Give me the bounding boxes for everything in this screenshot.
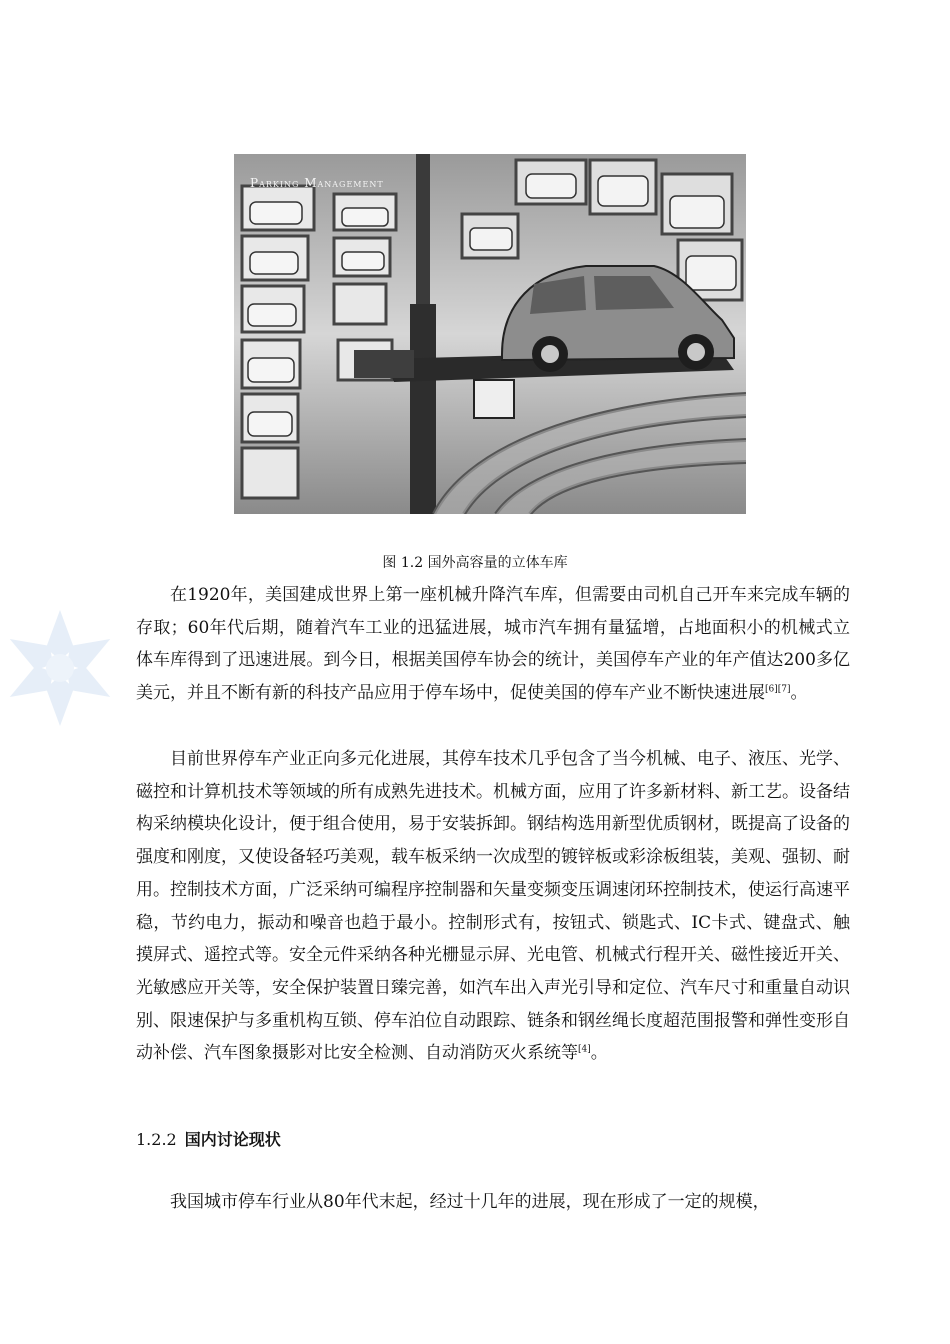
citation: [4] [578, 1044, 591, 1055]
paragraph-2 [136, 743, 850, 1070]
paragraph-1-text: 在1920年，美国建成世界上第一座机械升降汽车库，但需要由司机自己开车来完成车辆的存取；60年代后期，随着汽车工业的迅猛进展，城市汽车拥有量猛增，占地面积小的机械式立体车库得到了迅速进展。到今日，根据美国停车协会的统计，美国停车产业的年产值达200多亿美元，并且不断有新的科技产品应用于停车场中，促使美国的停车产业不断快速进展 [136, 585, 850, 704]
paragraph-1-end: 。 [790, 683, 808, 704]
paragraph-2-end: 。 [590, 1043, 608, 1064]
parking-tower-photo [234, 154, 746, 514]
paragraph-3 [136, 1186, 850, 1219]
paragraph-3-text: 我国城市停车行业从80年代末起，经过十几年的进展，现在形成了一定的规模， [170, 1192, 770, 1212]
paragraph-2-text: 目前世界停车产业正向多元化进展，其停车技术几乎包含了当今机械、电子、液压、光学、磁控和计算机技术等领域的所有成熟先进技术。机械方面，应用了许多新材料、新工艺。设备结构采纳模块化设计，便于组合使用，易于安装拆卸。钢结构选用新型优质钢材，既提高了设备的强度和刚度，又使设备轻巧美观，载车板采纳一次成型的镀锌板或彩涂板组装，美观、强韧、耐用。控制技术方面，广泛采纳可编程序控制器和矢量变频变压调速闭环控制技术，使运行高速平稳，节约电力，振动和噪音也趋于最小。控制形式有，按钮式、锁匙式、IC卡式、键盘式、触摸屏式、遥控式等。安全元件采纳各种光栅显示屏、光电管、机械式行程开关、磁性接近开关、光敏感应开关等，安全保护装置日臻完善，如汽车出入声光引导和定位、汽车尺寸和重量自动识别、限速保护与多重机构互锁、停车泊位自动跟踪、链条和钢丝绳长度超范围报警和弹性变形自动补偿、汽车图象摄影对比安全检测、自动消防灭火系统等 [136, 749, 850, 1064]
watermark-snowflake-icon [8, 608, 112, 728]
photo-overlay-text: Parking Management [250, 176, 384, 190]
citation: [6][7] [765, 684, 791, 695]
section-title: 国内讨论现状 [184, 1130, 281, 1149]
figure-caption: 图 1.2 国外高容量的立体车库 [382, 555, 568, 571]
paragraph-1 [136, 579, 850, 710]
section-number: 1.2.2 [136, 1130, 177, 1149]
section-heading [136, 1128, 281, 1152]
